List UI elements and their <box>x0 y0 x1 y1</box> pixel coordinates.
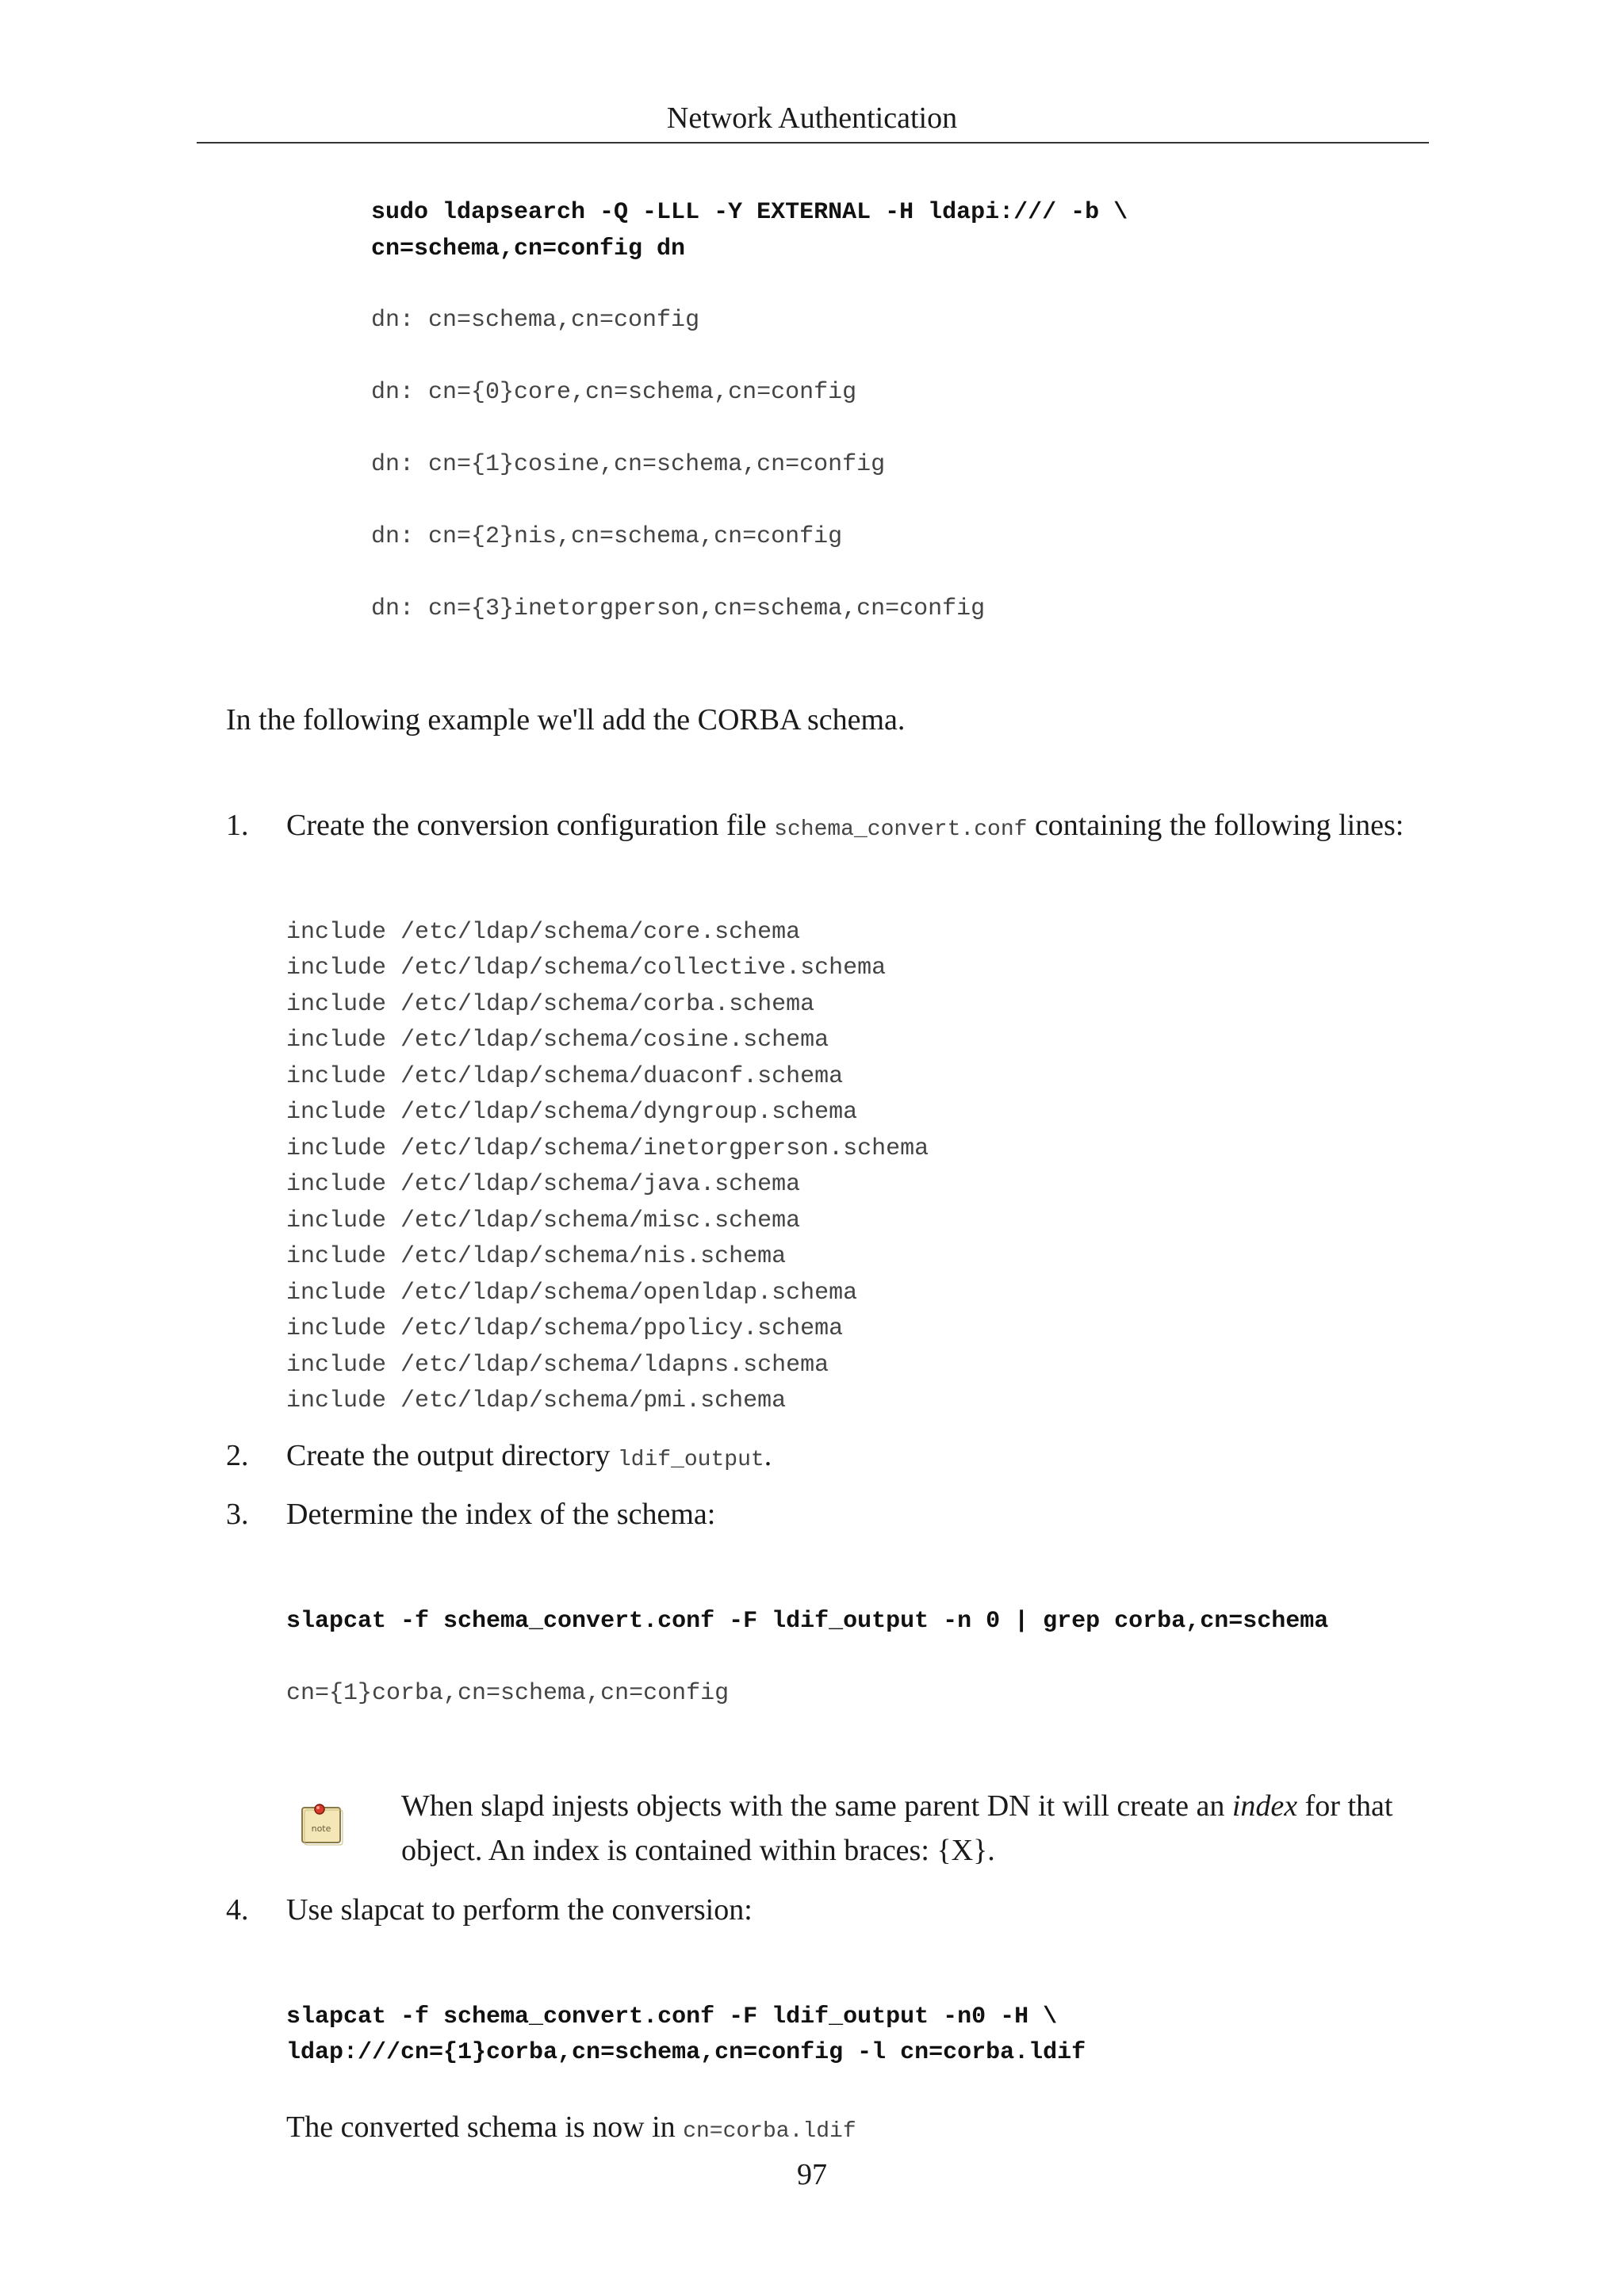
step1-text <box>286 804 1404 851</box>
step4-command-line-2: ldap:///cn={1}corba,cn=schema,cn=config -l cn=corba.ldif <box>286 2039 1086 2066</box>
step4-command-line-1: slapcat -f schema_convert.conf -F ldif_output -n0 -H \ <box>286 2003 1058 2030</box>
ldapsearch-command-line-2: cn=schema,cn=config dn <box>371 235 686 262</box>
ldapsearch-output-line: dn: cn=schema,cn=config <box>371 307 700 334</box>
step4-result-file: cn=corba.ldif <box>683 2119 856 2144</box>
step2-dirname: ldif_output <box>617 1448 764 1472</box>
ldapsearch-output-line: dn: cn={3}inetorgperson,cn=schema,cn=config <box>371 595 986 622</box>
step1-text-after: containing the following lines: <box>1027 809 1404 842</box>
include-line: include /etc/ldap/schema/duaconf.schema <box>286 1063 844 1090</box>
page-header-title: Network Authentication <box>666 101 958 135</box>
ldapsearch-output-line: dn: cn={2}nis,cn=schema,cn=config <box>371 523 843 550</box>
step2-text-after: . <box>764 1439 772 1472</box>
include-line: include /etc/ldap/schema/misc.schema <box>286 1207 801 1234</box>
step2-text-before: Create the output directory <box>286 1439 618 1472</box>
include-line: include /etc/ldap/schema/ldapns.schema <box>286 1352 829 1379</box>
step2-text <box>286 1434 772 1482</box>
include-line: include /etc/ldap/schema/cosine.schema <box>286 1027 829 1054</box>
include-line: include /etc/ldap/schema/java.schema <box>286 1171 801 1198</box>
include-line: include /etc/ldap/schema/pmi.schema <box>286 1387 787 1414</box>
note-index-term: index <box>1231 1789 1298 1823</box>
ldapsearch-output-line: dn: cn={0}core,cn=schema,cn=config <box>371 379 857 406</box>
intro-paragraph: In the following example we'll add the CORBA schema. <box>226 703 906 737</box>
step-number: 4. <box>226 1893 249 1927</box>
note-line-1 <box>401 1784 1392 1828</box>
include-line: include /etc/ldap/schema/inetorgperson.schema <box>286 1135 929 1162</box>
step3-command: slapcat -f schema_convert.conf -F ldif_output -n 0 | grep corba,cn=schema <box>286 1608 1329 1635</box>
include-line: include /etc/ldap/schema/openldap.schema <box>286 1280 858 1307</box>
include-line: include /etc/ldap/schema/core.schema <box>286 919 801 946</box>
include-line: include /etc/ldap/schema/dyngroup.schema <box>286 1099 858 1126</box>
note-icon-label: note <box>311 1823 331 1834</box>
include-line: include /etc/ldap/schema/nis.schema <box>286 1243 787 1270</box>
header-divider <box>197 142 1429 144</box>
ldapsearch-command-line-1: sudo ldapsearch -Q -LLL -Y EXTERNAL -H ldapi:/// -b \ <box>371 199 1128 226</box>
step1-filename: schema_convert.conf <box>774 817 1028 842</box>
step3-text: Determine the index of the schema: <box>286 1498 716 1531</box>
step-number: 3. <box>226 1498 249 1531</box>
step3-output: cn={1}corba,cn=schema,cn=config <box>286 1680 730 1707</box>
step4-text: Use slapcat to perform the conversion: <box>286 1893 753 1927</box>
include-line: include /etc/ldap/schema/corba.schema <box>286 991 815 1018</box>
step-number: 2. <box>226 1439 249 1472</box>
step1-text-before: Create the conversion configuration file <box>286 809 775 842</box>
step4-result <box>286 2106 856 2153</box>
step-number: 1. <box>226 809 249 842</box>
page-number: 97 <box>797 2158 827 2191</box>
note-line-1-before: When slapd injests objects with the same parent DN it will create an <box>401 1789 1232 1823</box>
note-line-1-after: for that <box>1297 1789 1393 1823</box>
ldapsearch-output-line: dn: cn={1}cosine,cn=schema,cn=config <box>371 451 886 478</box>
include-line: include /etc/ldap/schema/ppolicy.schema <box>286 1315 844 1342</box>
note-line-2: object. An index is contained within braces: {X}. <box>401 1834 995 1867</box>
note-icon <box>297 1800 345 1847</box>
step4-result-text: The converted schema is now in <box>286 2110 684 2144</box>
include-line: include /etc/ldap/schema/collective.schema <box>286 955 887 982</box>
